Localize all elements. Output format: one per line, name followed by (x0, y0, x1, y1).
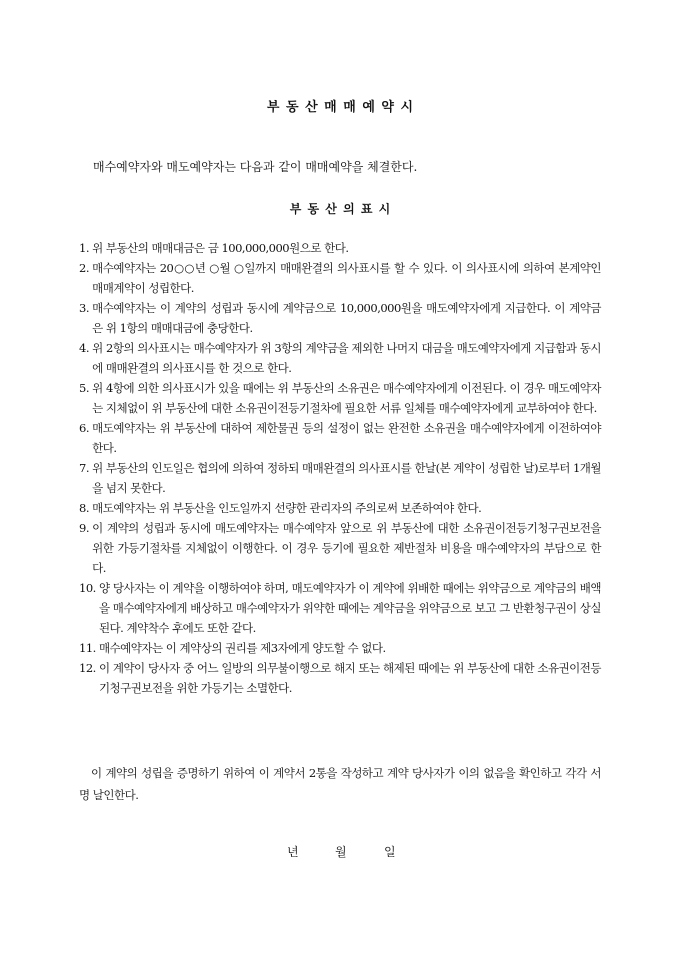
clause-number: 10. (79, 581, 99, 595)
clause-number: 2. (79, 261, 93, 275)
clause-item (79, 418, 601, 458)
closing-paragraph: 이 계약의 성립을 증명하기 위하여 이 계약서 2통을 작성하고 계약 당사자가 이의 없음을 확인하고 각각 서명 날인한다. (79, 766, 601, 802)
clause-item (79, 238, 601, 258)
document-title: 부 동 산 매 매 예 약 시 (266, 100, 414, 115)
clause-text: 매수예약자는 20○○년 ○월 ○일까지 매매완결의 의사표시를 할 수 있다. 이 의사표시에 의하여 본계약인 매매계약이 성립한다. (92, 261, 601, 295)
clause-item (79, 638, 601, 658)
clause-number: 6. (79, 421, 93, 435)
clause-number: 12. (79, 661, 99, 675)
clause-list (79, 238, 601, 698)
clause-item (79, 258, 601, 298)
clause-text: 위 부동산의 인도일은 협의에 의하여 정하되 매매완결의 의사표시를 한날(본 계약이 성립한 날)로부터 1개월을 넘지 못한다. (92, 461, 601, 495)
clause-item (79, 498, 601, 518)
clause-item (79, 578, 601, 638)
clause-text: 매수예약자는 이 계약상의 권리를 제3자에게 양도할 수 없다. (98, 641, 386, 655)
clause-text: 위 2항의 의사표시는 매수예약자가 위 3항의 계약금을 제외한 나머지 대금을 매도예약자에게 지급함과 동시에 매매완결의 의사표시를 한 것으로 한다. (92, 341, 601, 375)
clause-item (79, 658, 601, 698)
clause-text: 매도예약자는 위 부동산에 대하여 제한물권 등의 설정이 없는 완전한 소유권을 매수예약자에게 이전하여야 한다. (92, 421, 601, 455)
clause-text: 위 4항에 의한 의사표시가 있을 때에는 위 부동산의 소유권은 매수예약자에게 이전된다. 이 경우 매도예약자는 지체없이 위 부동산에 대한 소유권이전등기절차에 필요한 서류 일체를 매수예약자에게 교부하여야 한다. (92, 381, 601, 415)
clause-text: 양 당사자는 이 계약을 이행하여야 하며, 매도예약자가 이 계약에 위배한 때에는 위약금으로 계약금의 배액을 매수예약자에게 배상하고 매수예약자가 위약한 때에는 계약금을 위약금으로 보고 그 반환청구권이 상실된다. 계약착수 후에도 또한 같다. (98, 581, 602, 635)
clause-item (79, 378, 601, 418)
clause-number: 7. (79, 461, 93, 475)
clause-item (79, 518, 601, 578)
clause-text: 매수예약자는 이 계약의 성립과 동시에 계약금으로 10,000,000원을 매도예약자에게 지급한다. 이 계약금은 위 1항의 매매대금에 충당한다. (92, 301, 601, 335)
date-year: 년 (287, 845, 299, 859)
date-month: 월 (335, 845, 347, 859)
clause-text: 이 계약의 성립과 동시에 매도예약자는 매수예약자 앞으로 위 부동산에 대한 소유권이전등기청구권보전을 위한 가등기절차를 지체없이 이행한다. 이 경우 등기에 필요한 제반절차 비용을 매수예약자의 부담으로 한다. (92, 521, 601, 575)
date-day: 일 (384, 845, 396, 859)
clause-number: 4. (79, 341, 93, 355)
clause-item (79, 298, 601, 338)
clause-number: 1. (79, 241, 93, 255)
section-subtitle: 부 동 산 의 표 시 (289, 202, 391, 216)
clause-number: 5. (79, 381, 93, 395)
clause-number: 8. (79, 501, 93, 515)
clause-item (79, 458, 601, 498)
clause-number: 9. (79, 521, 93, 535)
clause-item (79, 338, 601, 378)
intro-paragraph: 매수예약자와 매도예약자는 다음과 같이 매매예약을 체결한다. (93, 160, 418, 174)
clause-number: 3. (79, 301, 93, 315)
clause-text: 매도예약자는 위 부동산을 인도일까지 선량한 관리자의 주의로써 보존하여야 한다. (92, 501, 482, 515)
clause-text: 위 부동산의 매매대금은 금 100,000,000원으로 한다. (92, 241, 349, 255)
clause-text: 이 계약이 당사자 중 어느 일방의 의무불이행으로 해지 또는 해제된 때에는 위 부동산에 대한 소유권이전등기청구권보전을 위한 가등기는 소멸한다. (98, 661, 602, 695)
clause-number: 11. (79, 641, 99, 655)
